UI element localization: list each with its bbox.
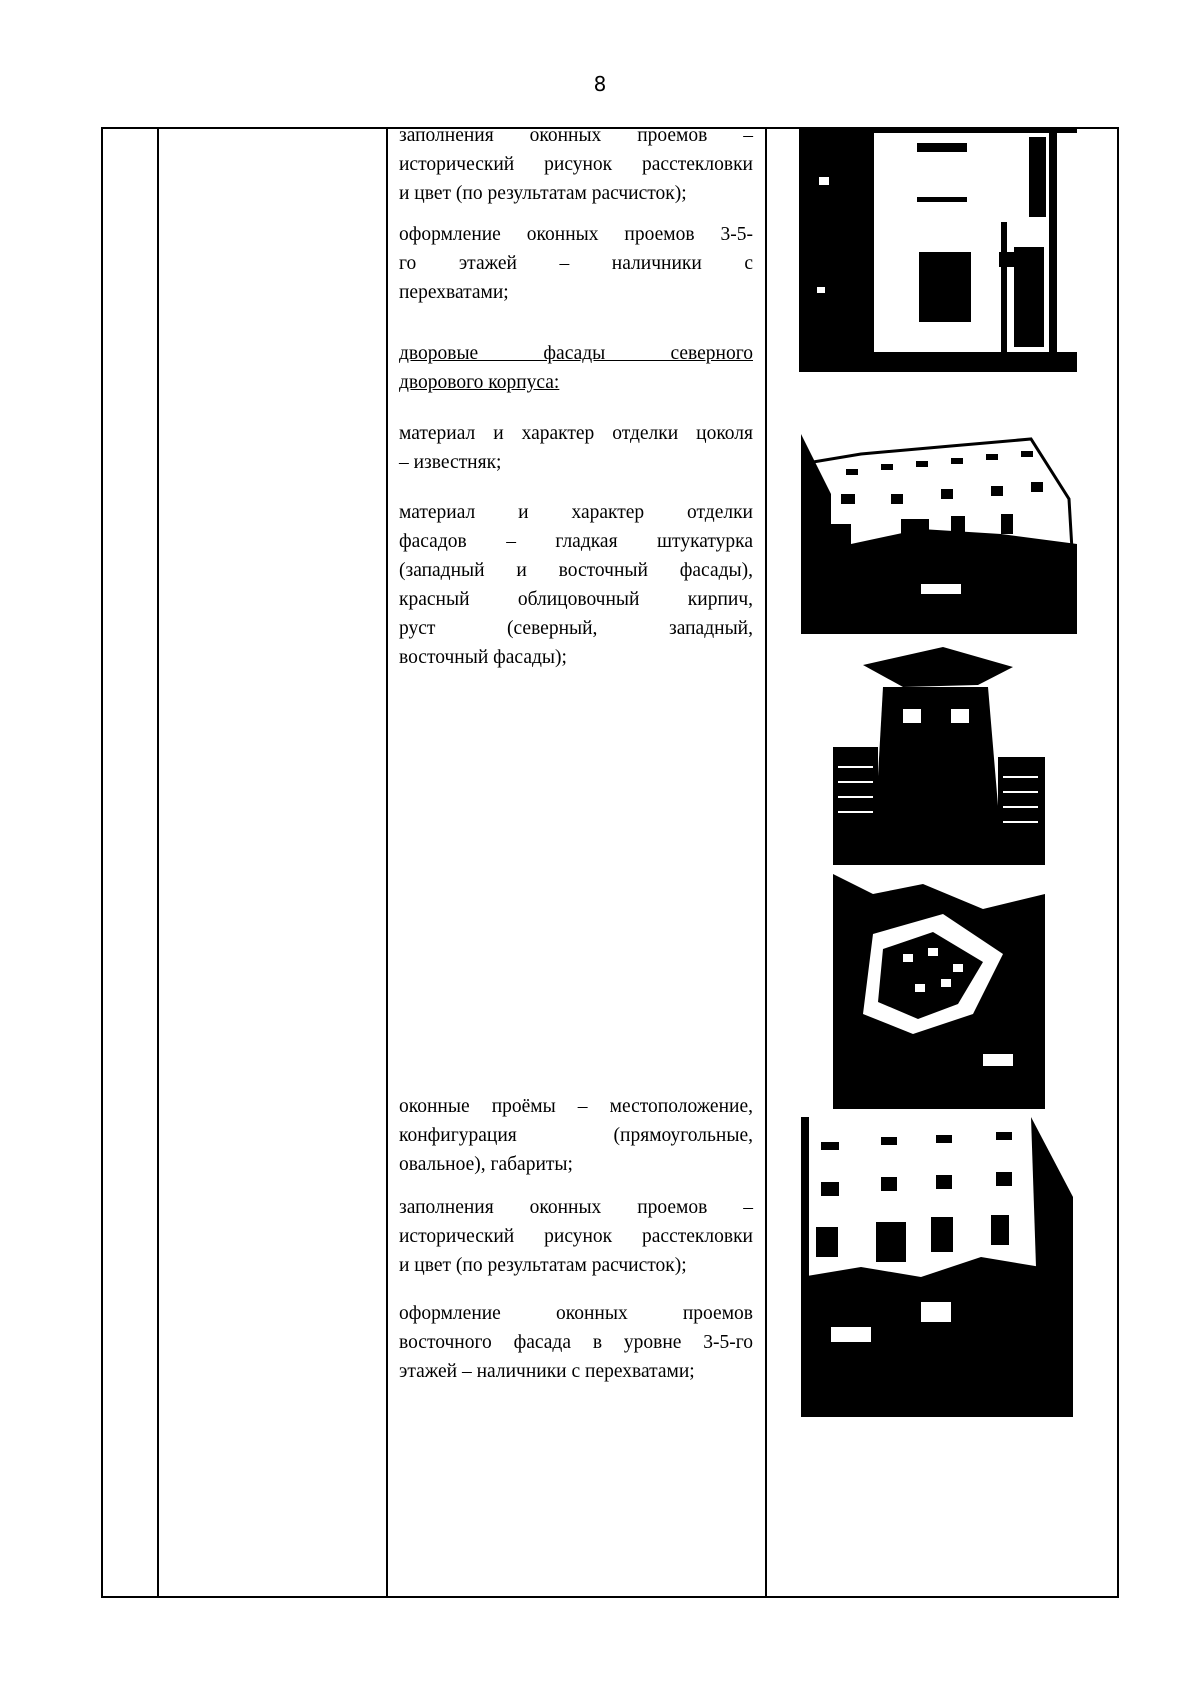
document-table [101, 127, 1119, 1598]
paragraph-line: оконные проёмы – местоположение, [399, 1096, 753, 1117]
photo-courtyard-facade [801, 434, 1077, 634]
paragraph-line: дворового корпуса: [399, 372, 560, 393]
photo-facade-fragment [799, 127, 1077, 372]
paragraph-p3 [399, 339, 753, 397]
paragraph-line: руст (северный, западный, [399, 618, 753, 639]
paragraph-line: перехватами; [399, 282, 509, 303]
column-divider [765, 129, 767, 1596]
paragraph-line: материал и характер отделки цоколя [399, 423, 753, 444]
paragraph-line: оформление оконных проемов [399, 1303, 753, 1324]
paragraph-line: дворовые фасады северного [399, 343, 753, 364]
paragraph-line: и цвет (по результатам расчисток); [399, 183, 687, 204]
photo-east-facade [801, 1117, 1073, 1417]
paragraph-line: оформление оконных проемов 3-5- [399, 224, 753, 245]
paragraph-line: восточного фасада в уровне 3-5-го [399, 1332, 753, 1353]
photo-tower [833, 647, 1045, 865]
paragraph-line: этажей – наличники с перехватами; [399, 1361, 695, 1382]
column-divider [157, 129, 159, 1596]
paragraph-line: конфигурация (прямоугольные, [399, 1125, 753, 1146]
paragraph-p2 [399, 220, 753, 307]
paragraph-line: го этажей – наличники с [399, 253, 753, 274]
paragraph-line: красный облицовочный кирпич, [399, 589, 753, 610]
paragraph-line: восточный фасады); [399, 647, 567, 668]
paragraph-p1 [399, 121, 753, 208]
paragraph-line: исторический рисунок расстекловки [399, 1226, 753, 1247]
paragraph-line: (западный и восточный фасады), [399, 560, 753, 581]
paragraph-line: заполнения оконных проемов – [399, 1197, 753, 1218]
paragraph-p4 [399, 419, 753, 477]
paragraph-line: фасадов – гладкая штукатурка [399, 531, 753, 552]
paragraph-p7 [399, 1193, 753, 1280]
paragraph-line: овальное), габариты; [399, 1154, 573, 1175]
column-divider [386, 129, 388, 1596]
paragraph-p8 [399, 1299, 753, 1386]
paragraph-p6 [399, 1092, 753, 1179]
paragraph-line: заполнения оконных проемов – [399, 125, 753, 146]
photo-facade-angled [833, 874, 1045, 1109]
paragraph-line: – известняк; [399, 452, 502, 473]
paragraph-p5 [399, 498, 753, 672]
paragraph-line: материал и характер отделки [399, 502, 753, 523]
page-number: 8 [593, 72, 607, 96]
paragraph-line: и цвет (по результатам расчисток); [399, 1255, 687, 1276]
paragraph-line: исторический рисунок расстекловки [399, 154, 753, 175]
